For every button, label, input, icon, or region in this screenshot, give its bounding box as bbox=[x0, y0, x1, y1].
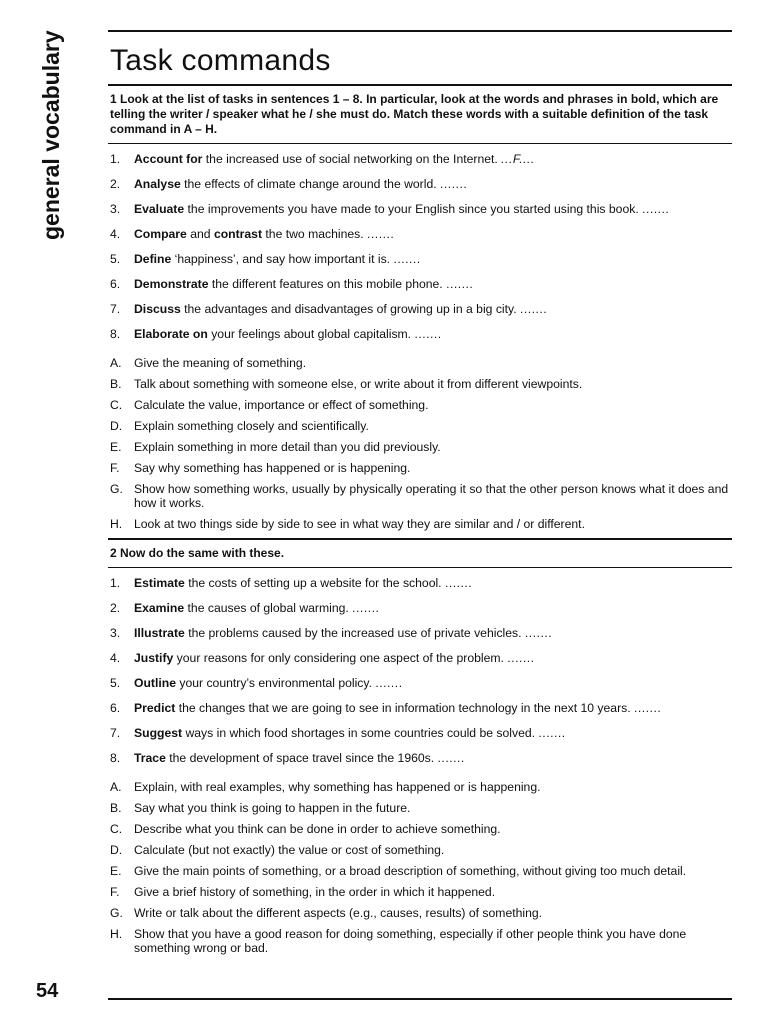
answer-blank[interactable]: ....... bbox=[352, 601, 380, 615]
answer-blank[interactable]: ....... bbox=[414, 327, 442, 341]
definition-item: E. Explain something in more detail than you did previously. bbox=[110, 440, 441, 454]
answer-blank[interactable]: ....... bbox=[446, 277, 474, 291]
answer-blank[interactable]: ....... bbox=[524, 626, 553, 640]
answer-blank[interactable]: ....... bbox=[507, 651, 535, 665]
task-command: Analyse bbox=[134, 177, 181, 191]
exercise-2-rule bbox=[108, 567, 732, 568]
task-item: 8. Elaborate on your feelings about global capitalism. ....... bbox=[110, 327, 442, 341]
answer-blank[interactable]: ....... bbox=[375, 676, 403, 690]
task-command: Elaborate on bbox=[134, 327, 208, 341]
exercise-1-tasks bbox=[108, 152, 732, 342]
answer-blank[interactable]: ....... bbox=[642, 202, 670, 216]
task-item: 4. Compare and contrast the two machines. ....... bbox=[110, 227, 395, 241]
task-command: contrast bbox=[213, 227, 263, 241]
task-command: Account for bbox=[134, 152, 203, 166]
definition-item: C. Describe what you think can be done in order to achieve something. bbox=[110, 822, 501, 836]
bottom-rule bbox=[108, 998, 732, 1000]
task-command: Define bbox=[134, 252, 172, 266]
task-command: Discuss bbox=[134, 302, 181, 316]
answer-blank[interactable]: ....... bbox=[634, 701, 662, 715]
exercise-2-tasks bbox=[108, 576, 732, 766]
definition-item: F. Give a brief history of something, in the order in which it happened. bbox=[110, 885, 496, 899]
definition-item: A. Give the meaning of something. bbox=[110, 356, 307, 370]
exercise-1-instruction: 1 Look at the list of tasks in sentences 1 – 8. In particular, look at the words and phrases in bold, which are telling the writer / speaker what he / she must do. Match these words with a suitable definition of the task command in A – H. bbox=[110, 92, 719, 136]
answer-blank[interactable]: ....... bbox=[538, 726, 566, 740]
definition-item: A. Explain, with real examples, why something has happened or is happening. bbox=[110, 780, 541, 794]
task-item: 7. Suggest ways in which food shortages in some countries could be solved. ....... bbox=[110, 726, 566, 740]
answer-blank[interactable]: ....... bbox=[393, 252, 421, 266]
task-command: Estimate bbox=[134, 576, 185, 590]
task-item: 5. Define ‘happiness’, and say how important it is. ....... bbox=[110, 252, 421, 266]
task-command: Evaluate bbox=[134, 202, 185, 216]
definition-item: D. Explain something closely and scientifically. bbox=[110, 419, 369, 433]
title-rule bbox=[108, 84, 732, 86]
answer-blank[interactable]: ....... bbox=[444, 576, 473, 590]
answer-blank[interactable]: ....... bbox=[440, 177, 468, 191]
definition-item: G. Write or talk about the different aspects (e.g., causes, results) of something. bbox=[110, 906, 543, 920]
exercise-2-instruction: 2 Now do the same with these. bbox=[110, 546, 285, 560]
definition-item: G. Show how something works, usually by physically operating it so that the other person knows what it does and how it works. bbox=[110, 482, 729, 510]
exercise-2-definitions bbox=[108, 780, 732, 955]
task-command: Illustrate bbox=[134, 626, 185, 640]
task-item: 1. Estimate the costs of setting up a website for the school. ....... bbox=[110, 576, 473, 590]
top-rule bbox=[108, 30, 732, 32]
task-item: 3. Evaluate the improvements you have made to your English since you started using this book. ....... bbox=[110, 202, 670, 216]
definition-item: H. Look at two things side by side to see in what way they are similar and / or different. bbox=[110, 517, 585, 531]
answer-blank[interactable]: ...F.... bbox=[501, 152, 535, 166]
side-section-label: general vocabulary bbox=[38, 30, 64, 240]
exercise-2-top-rule bbox=[108, 538, 732, 540]
task-command: Examine bbox=[134, 601, 185, 615]
task-item: 8. Trace the development of space travel since the 1960s. ....... bbox=[110, 751, 465, 765]
page-number: 54 bbox=[36, 980, 59, 1002]
task-command: Compare bbox=[134, 227, 187, 241]
definition-item: E. Give the main points of something, or a broad description of something, without giving too much detail. bbox=[110, 864, 687, 878]
task-item: 4. Justify your reasons for only considering one aspect of the problem. ....... bbox=[110, 651, 535, 665]
answer-blank[interactable]: ....... bbox=[367, 227, 395, 241]
task-item: 5. Outline your country’s environmental policy. ....... bbox=[110, 676, 403, 690]
task-item: 2. Examine the causes of global warming. ....... bbox=[110, 601, 380, 615]
page-title: Task commands bbox=[110, 44, 331, 77]
task-command: Predict bbox=[134, 701, 176, 715]
definition-item: F. Say why something has happened or is happening. bbox=[110, 461, 411, 475]
task-item: 6. Predict the changes that we are going to see in information technology in the next 10 years. ....... bbox=[110, 701, 662, 715]
answer-blank[interactable]: ....... bbox=[437, 751, 465, 765]
definition-item: H. Show that you have a good reason for doing something, especially if other people think you have done something wrong or bad. bbox=[110, 927, 687, 955]
task-item: 7. Discuss the advantages and disadvantages of growing up in a big city. ....... bbox=[110, 302, 548, 316]
definition-item: B. Say what you think is going to happen in the future. bbox=[110, 801, 411, 815]
page-content bbox=[108, 30, 732, 962]
exercise-1-rule bbox=[108, 143, 732, 144]
task-item: 1. Account for the increased use of social networking on the Internet. ...F.... bbox=[110, 152, 535, 166]
task-item: 3. Illustrate the problems caused by the increased use of private vehicles. ....... bbox=[110, 626, 553, 640]
definition-item: C. Calculate the value, importance or effect of something. bbox=[110, 398, 429, 412]
task-item: 6. Demonstrate the different features on this mobile phone. ....... bbox=[110, 277, 474, 291]
task-command: Outline bbox=[134, 676, 176, 690]
task-command: Suggest bbox=[134, 726, 183, 740]
answer-blank[interactable]: ....... bbox=[519, 302, 548, 316]
definition-item: B. Talk about something with someone else, or write about it from different viewpoints. bbox=[110, 377, 583, 391]
exercise-2 bbox=[108, 538, 732, 955]
task-command: Justify bbox=[134, 651, 174, 665]
definition-item: D. Calculate (but not exactly) the value or cost of something. bbox=[110, 843, 445, 857]
exercise-1 bbox=[108, 92, 732, 531]
task-item: 2. Analyse the effects of climate change around the world. ....... bbox=[110, 177, 468, 191]
exercise-1-definitions bbox=[108, 356, 732, 531]
task-command: Demonstrate bbox=[134, 277, 209, 291]
task-command: Trace bbox=[134, 751, 166, 765]
